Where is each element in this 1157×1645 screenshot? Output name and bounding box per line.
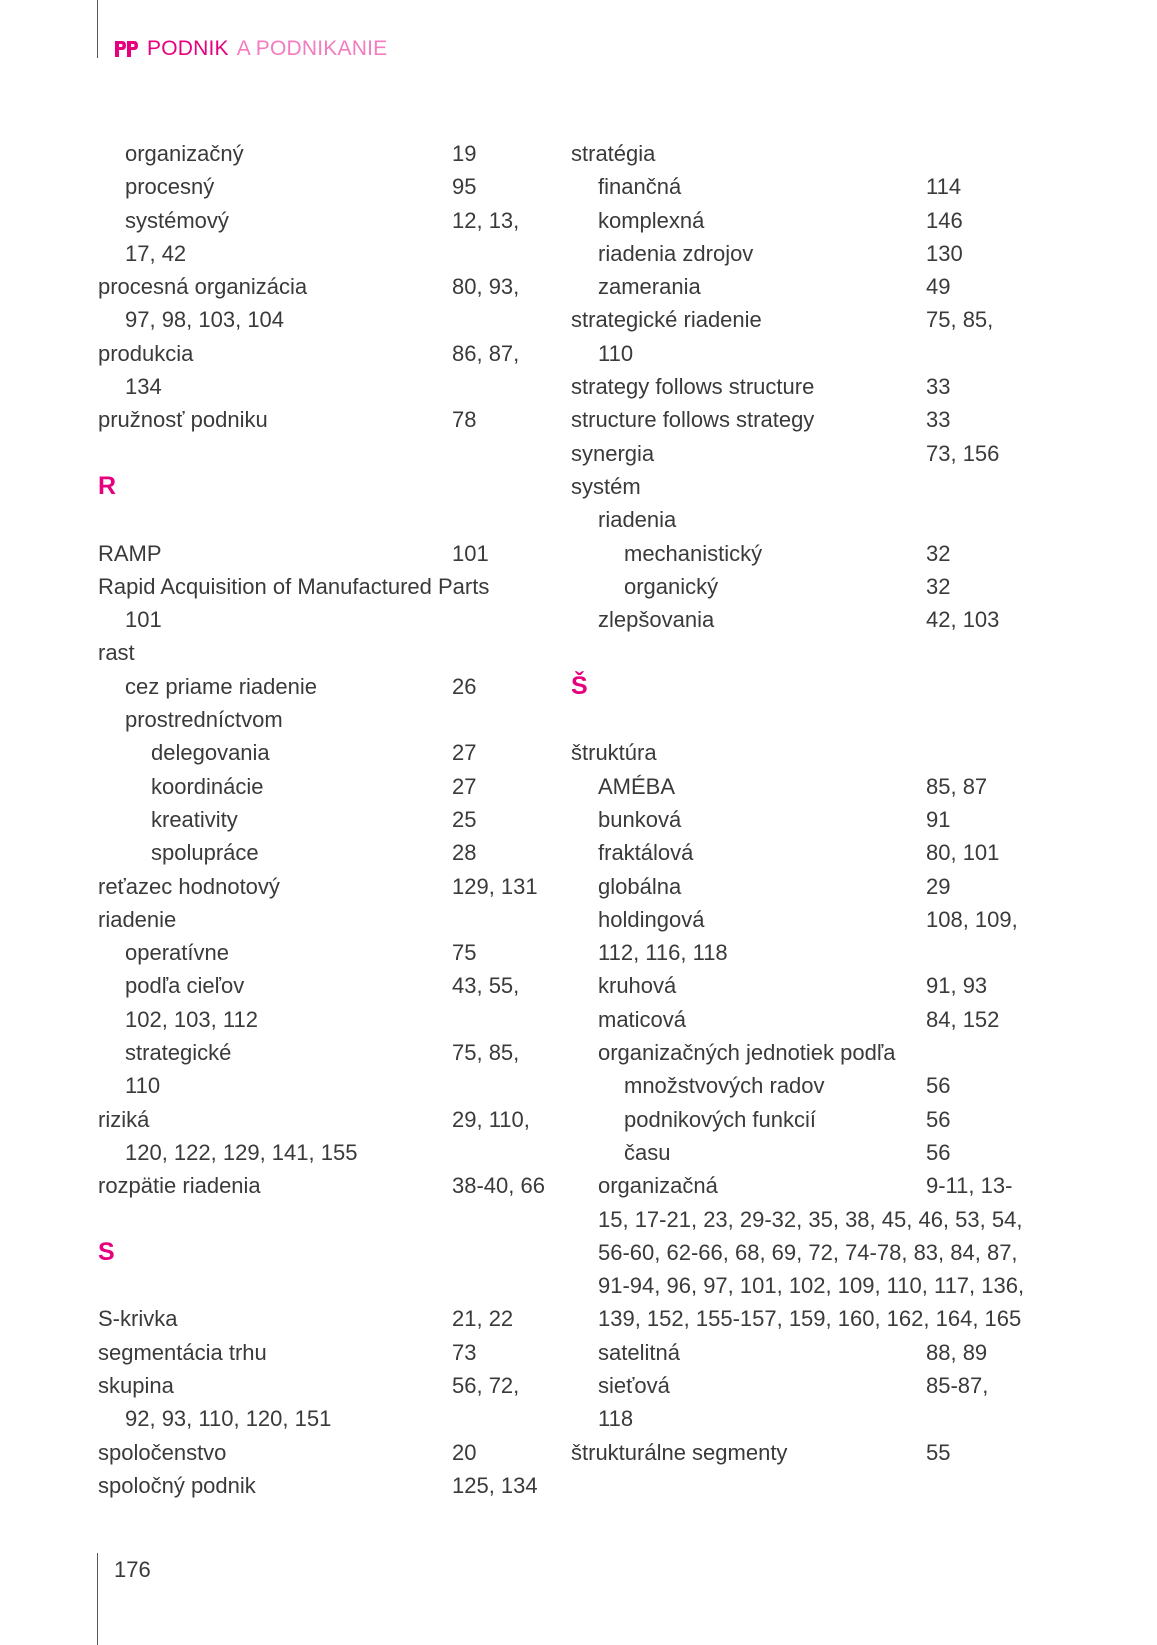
index-term: zlepšovania — [598, 607, 715, 633]
index-entry — [571, 603, 1021, 636]
index-term: riadenia — [598, 507, 677, 533]
index-page-refs: 84, 152 — [926, 1006, 1000, 1032]
index-term: 139, 152, 155-157, 159, 160, 162, 164, 165 — [598, 1306, 1022, 1332]
index-term: riziká — [98, 1106, 150, 1132]
index-page-refs: 19 — [452, 141, 477, 166]
index-term: podľa cieľov — [125, 973, 245, 999]
index-entry — [98, 736, 548, 769]
running-header — [113, 34, 387, 64]
index-page-refs: 33 — [926, 407, 951, 433]
index-page-refs: 114 — [926, 174, 962, 200]
index-entry — [571, 836, 1021, 869]
section-spacer — [98, 437, 548, 470]
index-term: rast — [98, 640, 135, 666]
index-entry — [571, 1169, 1021, 1202]
index-entry-continuation — [571, 1302, 1021, 1335]
index-page-refs: 29 — [926, 873, 951, 899]
index-entry — [98, 1469, 548, 1502]
index-term: stratégia — [571, 141, 656, 166]
index-entry-continuation — [98, 1136, 548, 1169]
index-term: 15, 17-21, 23, 29-32, 35, 38, 45, 46, 53, 54, — [598, 1206, 1023, 1232]
section-spacer — [98, 503, 548, 536]
index-entry — [98, 1103, 548, 1136]
index-term: 92, 93, 110, 120, 151 — [125, 1406, 332, 1432]
index-entry-continuation — [98, 237, 548, 270]
index-term: S-krivka — [98, 1306, 178, 1332]
index-term: prostredníctvom — [125, 707, 283, 733]
index-entry-continuation — [98, 603, 548, 636]
index-entry — [98, 1436, 548, 1469]
index-term: 118 — [598, 1406, 634, 1432]
index-page-refs: 56 — [926, 1106, 951, 1132]
index-page-refs: 27 — [452, 740, 477, 766]
index-term: organizačná — [598, 1173, 718, 1199]
index-term: množstvových radov — [624, 1073, 825, 1099]
index-term: operatívne — [125, 940, 229, 966]
index-entry-continuation — [98, 370, 548, 403]
index-page-refs: 80, 101 — [926, 840, 1000, 866]
index-term: skupina — [98, 1372, 174, 1398]
index-entry — [98, 770, 548, 803]
index-page-refs: 27 — [452, 773, 477, 799]
index-entry — [571, 1436, 1021, 1469]
index-entry — [571, 770, 1021, 803]
index-term: produkcia — [98, 340, 194, 366]
index-term: komplexná — [598, 207, 705, 233]
index-term: 102, 103, 112 — [125, 1006, 258, 1032]
index-page-refs: 32 — [926, 573, 951, 599]
index-page-refs: 43, 55, — [452, 973, 520, 999]
index-term: organický — [624, 573, 719, 599]
index-page-refs: 29, 110, — [452, 1106, 530, 1132]
index-term: koordinácie — [151, 773, 264, 799]
index-entry — [98, 270, 548, 303]
index-entry — [98, 1036, 548, 1069]
index-page-refs: 73 — [452, 1339, 477, 1365]
index-page-refs: 85, 87 — [926, 773, 988, 799]
index-entry-continuation — [571, 1203, 1021, 1236]
index-entry — [571, 1036, 1021, 1069]
index-term: 17, 42 — [125, 240, 187, 266]
index-entry — [98, 936, 548, 969]
index-page-refs: 56, 72, — [452, 1372, 520, 1398]
index-term: kruhová — [598, 973, 677, 999]
index-term: systémový — [125, 207, 229, 233]
index-entry — [571, 370, 1021, 403]
index-term: kreativity — [151, 806, 238, 832]
index-page-refs: 88, 89 — [926, 1339, 988, 1365]
index-page-refs: 9-11, 13- — [926, 1173, 1013, 1199]
index-entry — [98, 137, 548, 170]
index-entry — [98, 836, 548, 869]
index-entry — [571, 170, 1021, 203]
index-entry — [571, 503, 1021, 536]
index-term: finančná — [598, 174, 682, 200]
index-term: riadenia zdrojov — [598, 240, 754, 266]
index-page-refs: 49 — [926, 274, 951, 300]
index-page-refs: 25 — [452, 806, 477, 832]
index-page-refs: 130 — [926, 240, 963, 266]
index-page-refs: 33 — [926, 374, 951, 400]
index-page-refs: 108, 109, — [926, 906, 1018, 932]
index-page-refs: 101 — [452, 540, 489, 566]
index-entry — [98, 403, 548, 436]
index-page-refs: 146 — [926, 207, 963, 233]
index-entry — [98, 337, 548, 370]
pp-logo-icon — [113, 39, 139, 59]
index-entry-continuation — [98, 303, 548, 336]
section-spacer — [98, 1269, 548, 1302]
index-term: strategické — [125, 1040, 232, 1066]
index-term: 56-60, 62-66, 68, 69, 72, 74-78, 83, 84, 87, — [598, 1239, 1018, 1265]
index-term: reťazec hodnotový — [98, 873, 280, 899]
index-term: 112, 116, 118 — [598, 940, 728, 966]
index-entry-continuation — [571, 1402, 1021, 1435]
index-page-refs: 21, 22 — [452, 1306, 514, 1332]
index-entry — [571, 570, 1021, 603]
index-page-refs: 75, 85, — [926, 307, 994, 333]
index-term: štrukturálne segmenty — [571, 1439, 788, 1465]
index-page-refs: 55 — [926, 1439, 951, 1465]
index-column-right — [571, 137, 1025, 1469]
index-term: RAMP — [98, 540, 162, 566]
index-column-left — [98, 137, 548, 1502]
index-term: 91-94, 96, 97, 101, 102, 109, 110, 117, 136, — [598, 1273, 1025, 1299]
index-term: 134 — [125, 374, 162, 400]
index-entry — [571, 803, 1021, 836]
index-entry — [571, 137, 1021, 170]
index-entry — [98, 903, 548, 936]
section-spacer — [571, 636, 1021, 669]
index-term: spoločný podnik — [98, 1472, 256, 1498]
index-term: fraktálová — [598, 840, 694, 866]
index-term: procesný — [125, 174, 215, 200]
index-page-refs: 73, 156 — [926, 440, 1000, 466]
section-letter: R — [98, 471, 117, 500]
index-page-refs: 91, 93 — [926, 973, 988, 999]
section-letter: S — [98, 1237, 115, 1266]
index-page-refs: 125, 134 — [452, 1472, 538, 1498]
index-page-refs: 38-40, 66 — [452, 1173, 545, 1199]
index-term: podnikových funkcií — [624, 1106, 816, 1132]
index-term: bunková — [598, 806, 682, 832]
index-entry-continuation — [98, 1402, 548, 1435]
index-page-refs: 91 — [926, 806, 951, 832]
index-page-refs: 129, 131 — [452, 873, 538, 899]
index-entry-continuation — [571, 337, 1021, 370]
index-entry — [571, 969, 1021, 1002]
index-entry — [98, 703, 548, 736]
index-term: strategické riadenie — [571, 307, 762, 333]
page-number: 176 — [114, 1557, 151, 1582]
index-term: 101 — [125, 607, 162, 633]
index-term: systém — [571, 473, 641, 499]
index-term: mechanistický — [624, 540, 763, 566]
index-page-refs: 28 — [452, 840, 477, 866]
index-term: spolupráce — [151, 840, 259, 866]
index-term: delegovania — [151, 740, 270, 766]
index-entry — [571, 537, 1021, 570]
index-term: cez priame riadenie — [125, 673, 317, 699]
index-page-refs: 12, 13, — [452, 207, 520, 233]
index-entry — [98, 204, 548, 237]
index-term: globálna — [598, 873, 682, 899]
index-page-refs: 20 — [452, 1439, 477, 1465]
header-title-light: A PODNIKANIE — [236, 37, 388, 60]
section-spacer — [98, 1203, 548, 1236]
index-page-refs: 56 — [926, 1073, 951, 1099]
index-page-refs: 56 — [926, 1139, 951, 1165]
section-letter: Š — [571, 671, 588, 700]
index-page-refs: 80, 93, — [452, 274, 520, 300]
index-term: procesná organizácia — [98, 274, 308, 300]
index-entry — [98, 170, 548, 203]
index-page-refs: 75 — [452, 940, 477, 966]
index-entry — [571, 204, 1021, 237]
index-term: structure follows strategy — [571, 407, 815, 433]
index-term: AMÉBA — [598, 773, 676, 799]
index-entry — [571, 403, 1021, 436]
index-term: riadenie — [98, 906, 177, 932]
header-title-bold: PODNIK — [147, 37, 229, 60]
index-entry — [571, 1136, 1021, 1169]
index-term: zamerania — [598, 274, 701, 300]
index-page-refs: 95 — [452, 174, 477, 200]
index-entry — [98, 870, 548, 903]
index-entry — [571, 1103, 1021, 1136]
index-term: segmentácia trhu — [98, 1339, 267, 1365]
index-entry-continuation — [98, 1069, 548, 1102]
index-entry — [98, 670, 548, 703]
index-term: satelitná — [598, 1339, 680, 1365]
index-entry — [98, 1336, 548, 1369]
index-entry — [98, 636, 548, 669]
index-entry — [571, 903, 1021, 936]
header-rule — [97, 0, 98, 58]
index-page-refs: 85-87, — [926, 1372, 989, 1398]
index-term: holdingová — [598, 906, 705, 932]
index-term: organizačných jednotiek podľa — [598, 1040, 896, 1066]
index-entry-continuation — [571, 1236, 1021, 1269]
index-term: 110 — [125, 1073, 161, 1099]
index-page-refs: 78 — [452, 407, 477, 433]
index-term: 97, 98, 103, 104 — [125, 307, 285, 333]
index-entry — [571, 1336, 1021, 1369]
index-entry — [98, 803, 548, 836]
index-page-refs: 42, 103 — [926, 607, 1000, 633]
index-page-refs: 32 — [926, 540, 951, 566]
index-entry — [98, 570, 548, 603]
index-entry — [571, 870, 1021, 903]
index-term: času — [624, 1139, 671, 1165]
index-term: spoločenstvo — [98, 1439, 227, 1465]
index-page-refs: 86, 87, — [452, 340, 520, 366]
index-term: Rapid Acquisition of Manufactured Parts — [98, 573, 490, 599]
index-term: 110 — [598, 340, 634, 366]
index-entry — [571, 237, 1021, 270]
index-entry — [98, 1302, 548, 1335]
index-entry — [571, 1369, 1021, 1402]
index-entry — [98, 1169, 548, 1202]
index-entry — [571, 736, 1021, 769]
index-entry — [571, 270, 1021, 303]
index-term: sieťová — [598, 1372, 670, 1398]
index-entry-continuation — [98, 1003, 548, 1036]
index-entry — [571, 470, 1021, 503]
index-page-refs: 75, 85, — [452, 1040, 520, 1066]
index-term: organizačný — [125, 141, 244, 166]
index-term: maticová — [598, 1006, 687, 1032]
index-entry-continuation — [571, 936, 1021, 969]
index-entry — [571, 1069, 1021, 1102]
index-entry — [571, 303, 1021, 336]
index-term: strategy follows structure — [571, 374, 815, 400]
index-entry-continuation — [571, 1269, 1025, 1302]
index-entry — [571, 437, 1021, 470]
index-page-refs: 26 — [452, 673, 477, 699]
index-entry — [98, 537, 548, 570]
index-entry — [98, 969, 548, 1002]
index-term: pružnosť podniku — [98, 407, 268, 433]
section-spacer — [571, 703, 1021, 736]
index-term: štruktúra — [571, 740, 657, 766]
index-term: rozpätie riadenia — [98, 1173, 261, 1199]
index-entry — [98, 1369, 548, 1402]
index-term: synergia — [571, 440, 655, 466]
footer-rule — [97, 1553, 98, 1645]
index-term: 120, 122, 129, 141, 155 — [125, 1139, 358, 1165]
index-entry — [571, 1003, 1021, 1036]
